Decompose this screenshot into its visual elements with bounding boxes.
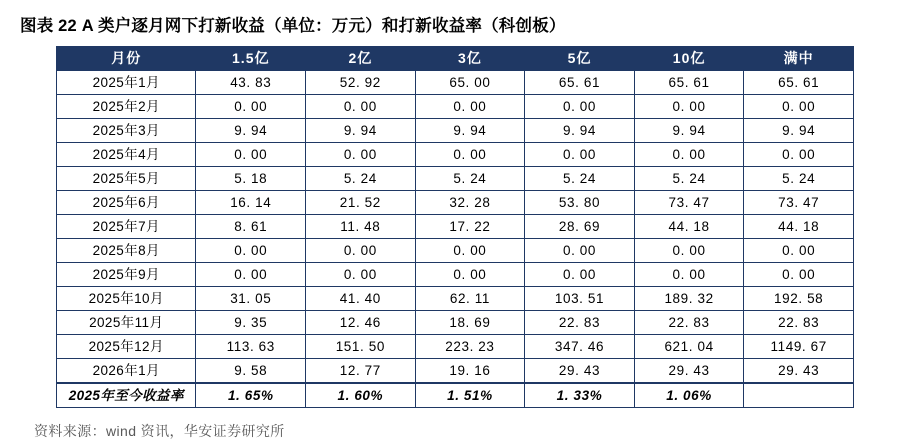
cell-value: 621. 04 (634, 335, 744, 359)
cell-value: 9. 94 (196, 119, 306, 143)
cell-value: 29. 43 (744, 359, 854, 384)
cell-month: 2025年4月 (57, 143, 196, 167)
column-header-1: 1.5亿 (196, 47, 306, 71)
cell-value: 113. 63 (196, 335, 306, 359)
cell-value: 0. 00 (415, 95, 525, 119)
cell-month: 2026年1月 (57, 359, 196, 384)
cell-month: 2025年3月 (57, 119, 196, 143)
cell-value: 16. 14 (196, 191, 306, 215)
table-row (57, 335, 854, 359)
column-header-4: 5亿 (525, 47, 635, 71)
cell-value: 0. 00 (634, 95, 744, 119)
cell-value: 41. 40 (306, 287, 416, 311)
page-title: 图表 22 A 类户逐月网下打新收益（单位：万元）和打新收益率（科创板） (20, 17, 566, 35)
cell-value: 62. 11 (415, 287, 525, 311)
cell-month: 2025年7月 (57, 215, 196, 239)
cell-value: 0. 00 (525, 95, 635, 119)
table-row (57, 239, 854, 263)
cell-month: 2025年5月 (57, 167, 196, 191)
table-row (57, 359, 854, 384)
cell-value: 29. 43 (525, 359, 635, 384)
cell-value: 5. 24 (744, 167, 854, 191)
cell-value: 0. 00 (634, 263, 744, 287)
table-body (57, 71, 854, 408)
cell-value: 5. 24 (415, 167, 525, 191)
table-row (57, 191, 854, 215)
cell-value: 9. 94 (415, 119, 525, 143)
table-row (57, 95, 854, 119)
cell-total-value: 1. 33% (525, 383, 635, 408)
table-row (57, 215, 854, 239)
source-note: 资料来源：wind 资讯，华安证券研究所 (34, 423, 285, 439)
table-row (57, 119, 854, 143)
cell-value: 21. 52 (306, 191, 416, 215)
cell-month: 2025年12月 (57, 335, 196, 359)
cell-value: 12. 46 (306, 311, 416, 335)
cell-value: 5. 24 (525, 167, 635, 191)
cell-total-value-empty (744, 383, 854, 408)
cell-month: 2025年11月 (57, 311, 196, 335)
cell-total-value: 1. 51% (415, 383, 525, 408)
cell-value: 0. 00 (525, 239, 635, 263)
cell-value: 31. 05 (196, 287, 306, 311)
cell-value: 0. 00 (306, 239, 416, 263)
cell-value: 0. 00 (196, 239, 306, 263)
cell-value: 9. 94 (634, 119, 744, 143)
cell-value: 0. 00 (634, 143, 744, 167)
cell-value: 11. 48 (306, 215, 416, 239)
table-header-row (57, 47, 854, 71)
column-header-6: 满中 (744, 47, 854, 71)
cell-value: 8. 61 (196, 215, 306, 239)
cell-value: 0. 00 (196, 263, 306, 287)
cell-value: 0. 00 (744, 239, 854, 263)
cell-value: 18. 69 (415, 311, 525, 335)
cell-value: 0. 00 (306, 263, 416, 287)
cell-total-value: 1. 06% (634, 383, 744, 408)
cell-value: 9. 94 (744, 119, 854, 143)
column-header-month: 月份 (57, 47, 196, 71)
cell-value: 0. 00 (415, 263, 525, 287)
cell-value: 22. 83 (744, 311, 854, 335)
cell-total-label: 2025年至今收益率 (57, 383, 196, 408)
cell-value: 223. 23 (415, 335, 525, 359)
cell-value: 0. 00 (634, 239, 744, 263)
cell-month: 2025年1月 (57, 71, 196, 95)
cell-value: 0. 00 (525, 263, 635, 287)
table-row (57, 143, 854, 167)
cell-value: 0. 00 (306, 143, 416, 167)
cell-value: 73. 47 (634, 191, 744, 215)
cell-month: 2025年9月 (57, 263, 196, 287)
cell-value: 17. 22 (415, 215, 525, 239)
table-header (57, 47, 854, 71)
cell-month: 2025年8月 (57, 239, 196, 263)
cell-value: 65. 61 (744, 71, 854, 95)
table-total-row (57, 383, 854, 408)
cell-value: 5. 18 (196, 167, 306, 191)
cell-month: 2025年10月 (57, 287, 196, 311)
cell-value: 9. 35 (196, 311, 306, 335)
table-container (18, 46, 892, 408)
cell-total-value: 1. 60% (306, 383, 416, 408)
cell-value: 52. 92 (306, 71, 416, 95)
cell-value: 65. 61 (525, 71, 635, 95)
cell-value: 22. 83 (525, 311, 635, 335)
cell-value: 0. 00 (196, 143, 306, 167)
cell-value: 44. 18 (634, 215, 744, 239)
cell-value: 28. 69 (525, 215, 635, 239)
table-row (57, 71, 854, 95)
cell-value: 0. 00 (415, 143, 525, 167)
cell-value: 65. 61 (634, 71, 744, 95)
cell-value: 0. 00 (196, 95, 306, 119)
cell-month: 2025年2月 (57, 95, 196, 119)
cell-value: 0. 00 (744, 95, 854, 119)
cell-value: 0. 00 (306, 95, 416, 119)
cell-value: 22. 83 (634, 311, 744, 335)
cell-value: 192. 58 (744, 287, 854, 311)
cell-value: 347. 46 (525, 335, 635, 359)
cell-value: 1149. 67 (744, 335, 854, 359)
table-row (57, 311, 854, 335)
column-header-5: 10亿 (634, 47, 744, 71)
cell-value: 9. 94 (306, 119, 416, 143)
cell-value: 32. 28 (415, 191, 525, 215)
cell-total-value: 1. 65% (196, 383, 306, 408)
cell-value: 189. 32 (634, 287, 744, 311)
table-row (57, 263, 854, 287)
column-header-2: 2亿 (306, 47, 416, 71)
table-row (57, 167, 854, 191)
cell-value: 9. 94 (525, 119, 635, 143)
cell-value: 12. 77 (306, 359, 416, 384)
cell-value: 0. 00 (744, 263, 854, 287)
cell-value: 9. 58 (196, 359, 306, 384)
new-share-income-table (56, 46, 854, 408)
cell-value: 103. 51 (525, 287, 635, 311)
cell-value: 0. 00 (525, 143, 635, 167)
cell-value: 65. 00 (415, 71, 525, 95)
cell-value: 0. 00 (744, 143, 854, 167)
cell-value: 29. 43 (634, 359, 744, 384)
cell-value: 151. 50 (306, 335, 416, 359)
cell-value: 44. 18 (744, 215, 854, 239)
cell-value: 53. 80 (525, 191, 635, 215)
cell-value: 5. 24 (306, 167, 416, 191)
column-header-3: 3亿 (415, 47, 525, 71)
cell-value: 43. 83 (196, 71, 306, 95)
cell-value: 19. 16 (415, 359, 525, 384)
cell-value: 0. 00 (415, 239, 525, 263)
cell-value: 73. 47 (744, 191, 854, 215)
cell-value: 5. 24 (634, 167, 744, 191)
cell-month: 2025年6月 (57, 191, 196, 215)
table-row (57, 287, 854, 311)
